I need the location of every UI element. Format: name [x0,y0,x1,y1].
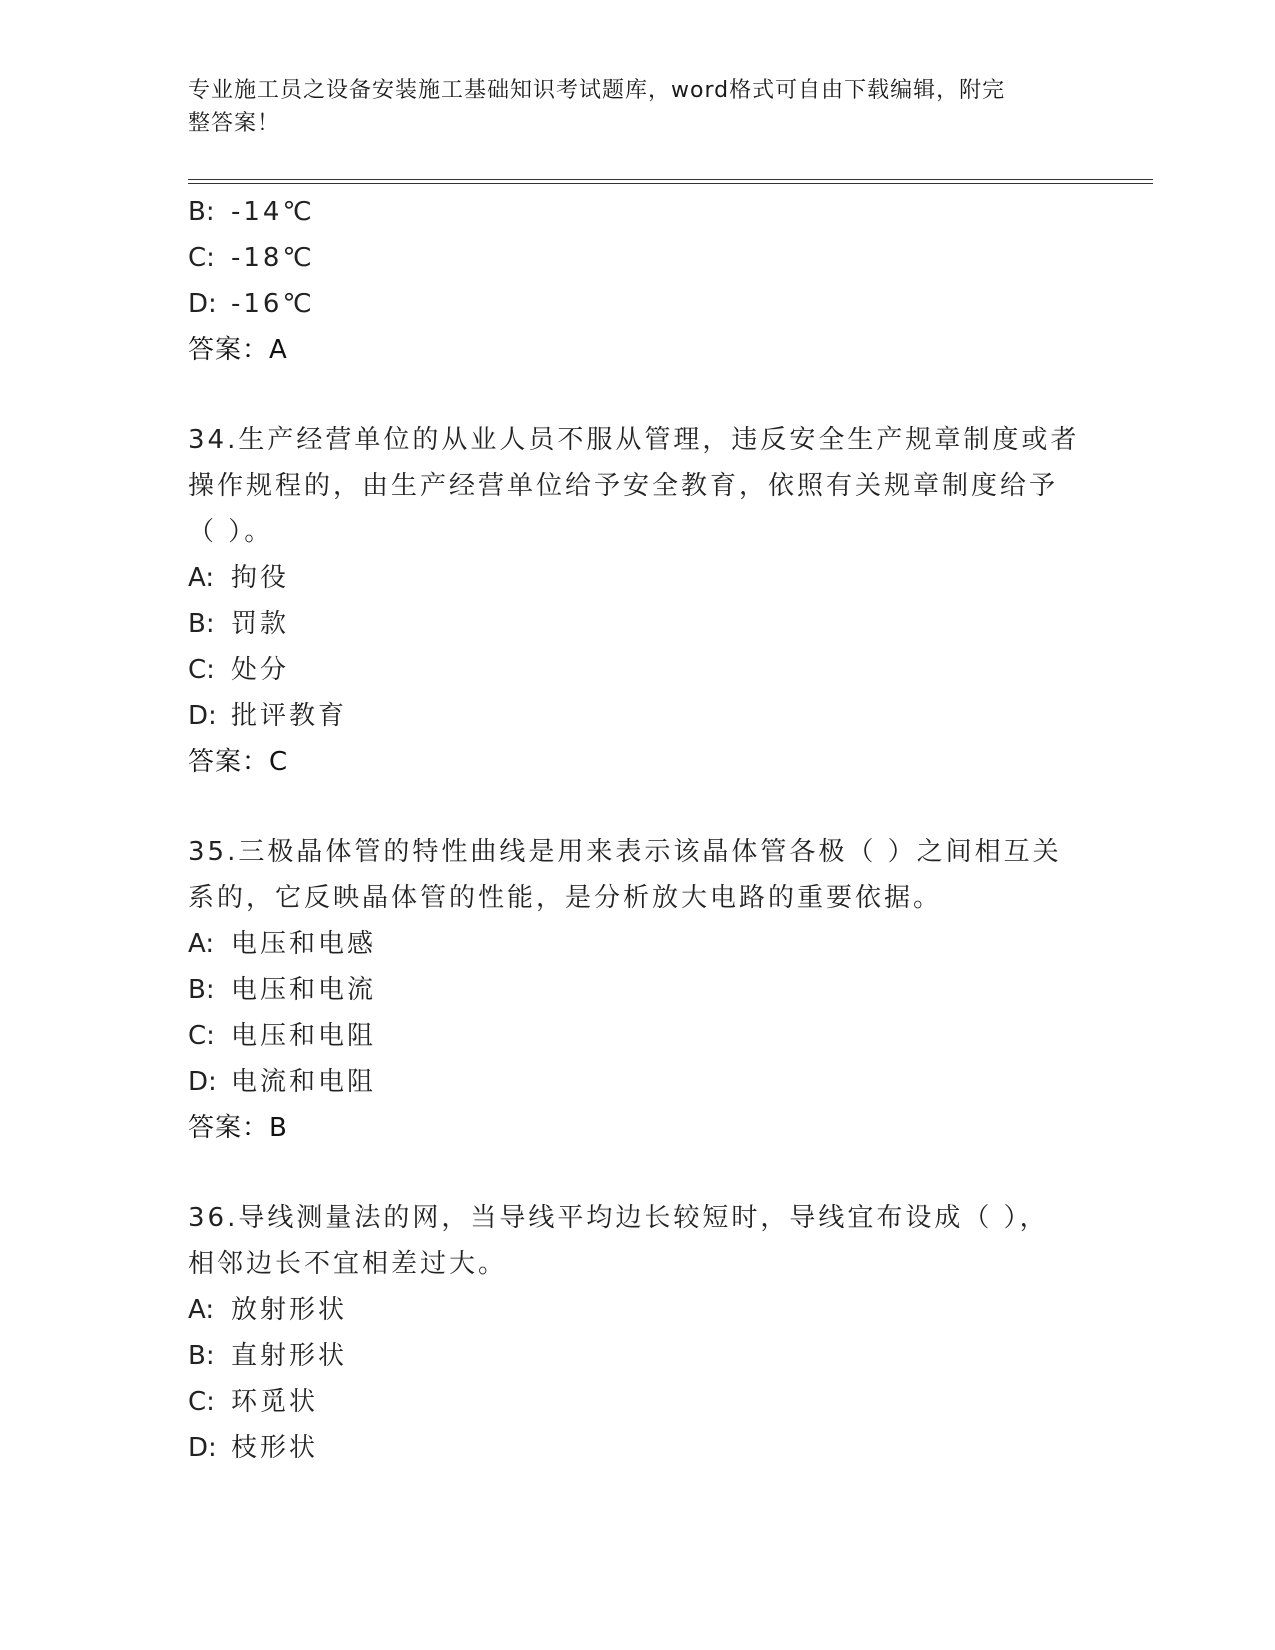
header-line-1: 专业施工员之设备安装施工基础知识考试题库，word格式可自由下载编辑，附完 [188,78,1006,103]
option-b: B: -14℃ [188,197,315,227]
question-text-line: 系的，它反映晶体管的性能，是分析放大电路的重要依据。 [188,883,943,913]
option-b: B: 电压和电流 [188,975,377,1005]
document-body [188,189,1088,1471]
option-a: A: 电压和电感 [188,929,377,959]
question-36 [188,1195,1088,1471]
answer: 答案：C [188,747,289,777]
option-a: A: 拘役 [188,563,290,593]
option-b: B: 直射形状 [188,1341,348,1371]
question-text-line: 34.生产经营单位的从业人员不服从管理，违反安全生产规章制度或者 [188,425,1080,455]
header-divider-bottom [188,183,1153,184]
option-d: D: -16℃ [188,289,315,319]
option-c: C: -18℃ [188,243,315,273]
option-c: C: 环觅状 [188,1387,319,1417]
option-c: C: 电压和电阻 [188,1021,377,1051]
question-text-line: （ ）。 [188,517,274,547]
question-text-line: 36.导线测量法的网，当导线平均边长较短时，导线宜布设成（ ）， [188,1203,1049,1233]
question-33-tail [188,189,1088,373]
question-34 [188,417,1088,785]
question-35 [188,829,1088,1151]
header-line-2: 整答案！ [188,111,281,136]
document-header [188,74,1078,140]
option-d: D: 批评教育 [188,701,348,731]
header-divider-top [188,179,1153,180]
answer: 答案：B [188,1113,288,1143]
question-text-line: 相邻边长不宜相差过大。 [188,1249,508,1279]
option-b: B: 罚款 [188,609,290,639]
option-d: D: 枝形状 [188,1433,319,1463]
option-d: D: 电流和电阻 [188,1067,377,1097]
question-text-line: 35.三极晶体管的特性曲线是用来表示该晶体管各极（ ）之间相互关 [188,837,1062,867]
option-c: C: 处分 [188,655,290,685]
question-text-line: 操作规程的，由生产经营单位给予安全教育，依照有关规章制度给予 [188,471,1059,501]
answer: 答案：A [188,335,288,365]
option-a: A: 放射形状 [188,1295,348,1325]
